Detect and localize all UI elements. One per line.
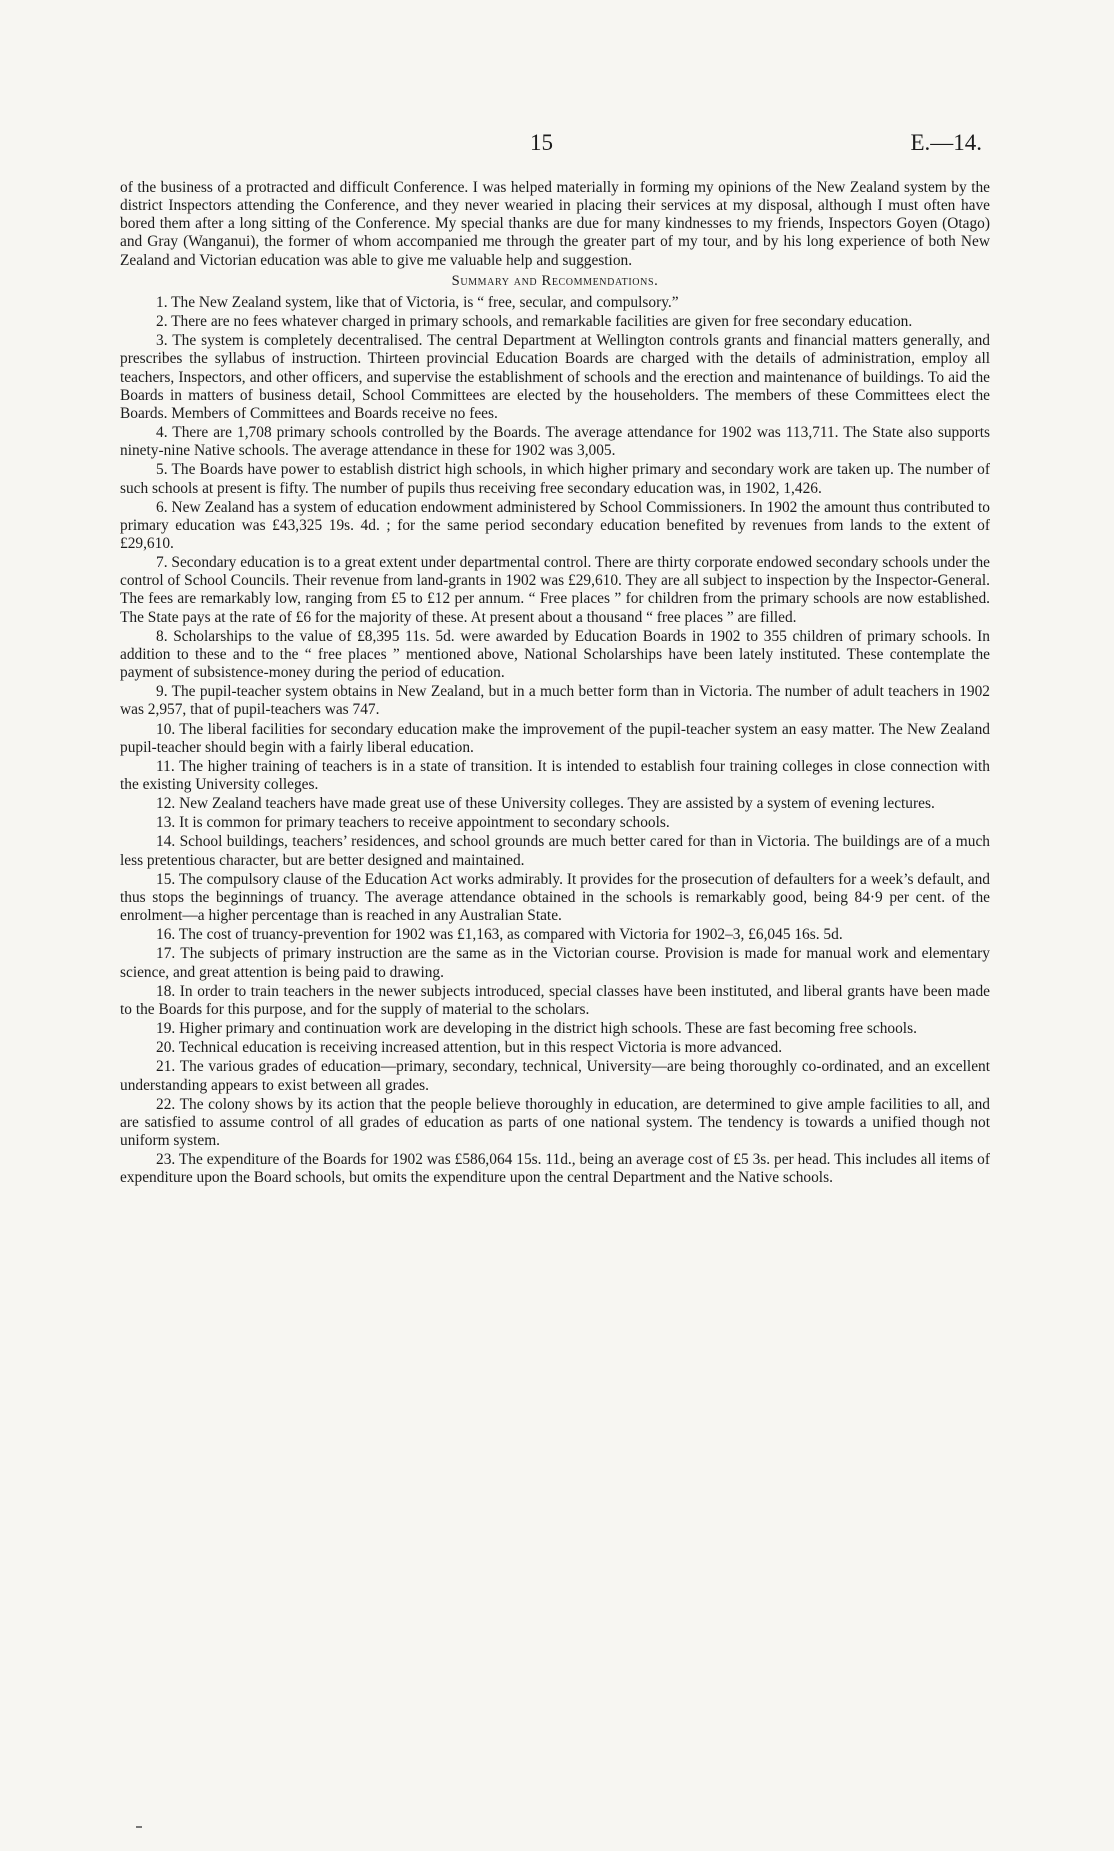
recommendation-item: 10. The liberal facilities for secondary education make the improvement of the pupil-teacher system an easy matter. The New Zealand pupil-teacher should begin with a fairly liberal education. xyxy=(120,720,990,756)
recommendation-item: 23. The expenditure of the Boards for 1902 was £586,064 15s. 11d., being an average cost of £5 3s. per head. This includes all items of expenditure upon the Board schools, but omits the expenditure upon the central Department and the Native schools. xyxy=(120,1151,990,1187)
recommendation-item: 18. In order to train teachers in the newer subjects introduced, special classes have been instituted, and liberal grants have been made to the Boards for this purpose, and for the supply of material to the scholars. xyxy=(120,982,990,1018)
recommendation-item: 21. The various grades of education—primary, secondary, technical, University—are being thoroughly co-ordinated, and an excellent understanding appears to exist between all grades. xyxy=(120,1058,990,1094)
recommendation-item: 11. The higher training of teachers is in a state of transition. It is intended to establish four training colleges in close connection with the existing University colleges. xyxy=(120,757,990,793)
report-code: E.—14. xyxy=(910,130,982,155)
recommendation-item: 16. The cost of truancy-prevention for 1902 was £1,163, as compared with Victoria for 1902–3, £6,045 16s. 5d. xyxy=(156,926,843,944)
recommendation-item: 12. New Zealand teachers have made great use of these University colleges. They are assisted by a system of evening lectures. xyxy=(156,795,935,813)
recommendation-item: 19. Higher primary and continuation work are developing in the district high schools. These are fast becoming free schools. xyxy=(156,1020,917,1038)
recommendation-item: 8. Scholarships to the value of £8,395 11s. 5d. were awarded by Education Boards in 1902 to 355 children of primary schools. In addition to these and to the “ free places ” mentioned above, National Scholarships have been lately instituted. These contemplate the payment of subsistence-money during the period of education. xyxy=(120,627,990,682)
recommendation-item: 17. The subjects of primary instruction are the same as in the Victorian course. Provision is made for manual work and elementary science, and great attention is being paid to drawing. xyxy=(120,945,990,981)
recommendation-item: 15. The compulsory clause of the Education Act works admirably. It provides for the prosecution of defaulters for a week’s default, and thus stops the beginnings of truancy. The average attendance obtained in the schools is remarkably good, being 84·9 per cent. of the enrolment—a higher percentage than is reached in any Australian State. xyxy=(120,870,990,925)
recommendation-item: 3. The system is completely decentralised. The central Department at Wellington controls grants and financial matters generally, and prescribes the syllabus of instruction. Thirteen provincial Education Boards are charged with the details of administration, employ all teachers, Inspectors, and other officers, and supervise the establishment of schools and the erection and maintenance of buildings. To aid the Boards in matters of business detail, School Committees are elected by the householders. The members of these Committees elect the Boards. Members of Committees and Boards receive no fees. xyxy=(120,332,990,422)
document-body xyxy=(120,179,990,1188)
intro-paragraph: of the business of a protracted and difficult Conference. I was helped materially in forming my opinions of the New Zealand system by the district Inspectors attending the Conference, and they never wearied in placing their services at my disposal, although I must often have bored them after a long sitting of the Conference. My special thanks are due for many kindnesses to my friends, Inspectors Goyen (Otago) and Gray (Wanganui), the former of whom accompanied me through the greater part of my tour, and by his long experience of both New Zealand and Victorian education was able to give me valuable help and suggestion. xyxy=(120,179,990,269)
recommendations-list xyxy=(120,294,990,1188)
recommendation-item: 9. The pupil-teacher system obtains in New Zealand, but in a much better form than in Victoria. The number of adult teachers in 1902 was 2,957, that of pupil-teachers was 747. xyxy=(120,683,990,719)
section-heading: Summary and Recommendations. xyxy=(451,272,659,289)
recommendation-item: 20. Technical education is receiving increased attention, but in this respect Victoria is more advanced. xyxy=(156,1039,783,1057)
recommendation-item: 22. The colony shows by its action that the people believe thoroughly in education, are determined to give ample facilities to all, and are satisfied to assume control of all grades of education as parts of one national system. The tendency is towards a unified though not uniform system. xyxy=(120,1095,990,1149)
margin-mark xyxy=(136,1826,142,1828)
recommendation-item: 6. New Zealand has a system of education endowment administered by School Commissioners. In 1902 the amount thus contributed to primary education was £43,325 19s. 4d. ; for the same period secondary education benefited by revenues from lands to the extent of £29,610. xyxy=(120,498,990,552)
recommendation-item: 1. The New Zealand system, like that of Victoria, is “ free, secular, and compulsory.” xyxy=(156,293,679,311)
page-header xyxy=(0,130,1114,164)
recommendation-item: 14. School buildings, teachers’ residences, and school grounds are much better cared for than in Victoria. The buildings are of a much less pretentious character, but are better designed and maintained. xyxy=(120,833,990,869)
recommendation-item: 4. There are 1,708 primary schools controlled by the Boards. The average attendance for 1902 was 113,711. The State also supports ninety-nine Native schools. The average attendance in these for 1902 was 3,005. xyxy=(120,424,990,460)
recommendation-item: 2. There are no fees whatever charged in primary schools, and remarkable facilities are given for free secondary education. xyxy=(156,313,913,331)
page-number: 15 xyxy=(530,130,553,155)
recommendation-item: 13. It is common for primary teachers to receive appointment to secondary schools. xyxy=(156,814,670,832)
recommendation-item: 5. The Boards have power to establish district high schools, in which higher primary and secondary work are taken up. The number of such schools at present is fifty. The number of pupils thus receiving free secondary education was, in 1902, 1,426. xyxy=(120,461,990,497)
recommendation-item: 7. Secondary education is to a great extent under departmental control. There are thirty corporate endowed secondary schools under the control of School Councils. Their revenue from land-grants in 1902 was £29,610. They are all subject to inspection by the Inspector-General. The fees are remarkably low, ranging from £5 to £12 per annum. “ Free places ” for children from the primary schools are now established. The State pays at the rate of £6 for the majority of these. At present about a thousand “ free places ” are filled. xyxy=(120,554,990,626)
